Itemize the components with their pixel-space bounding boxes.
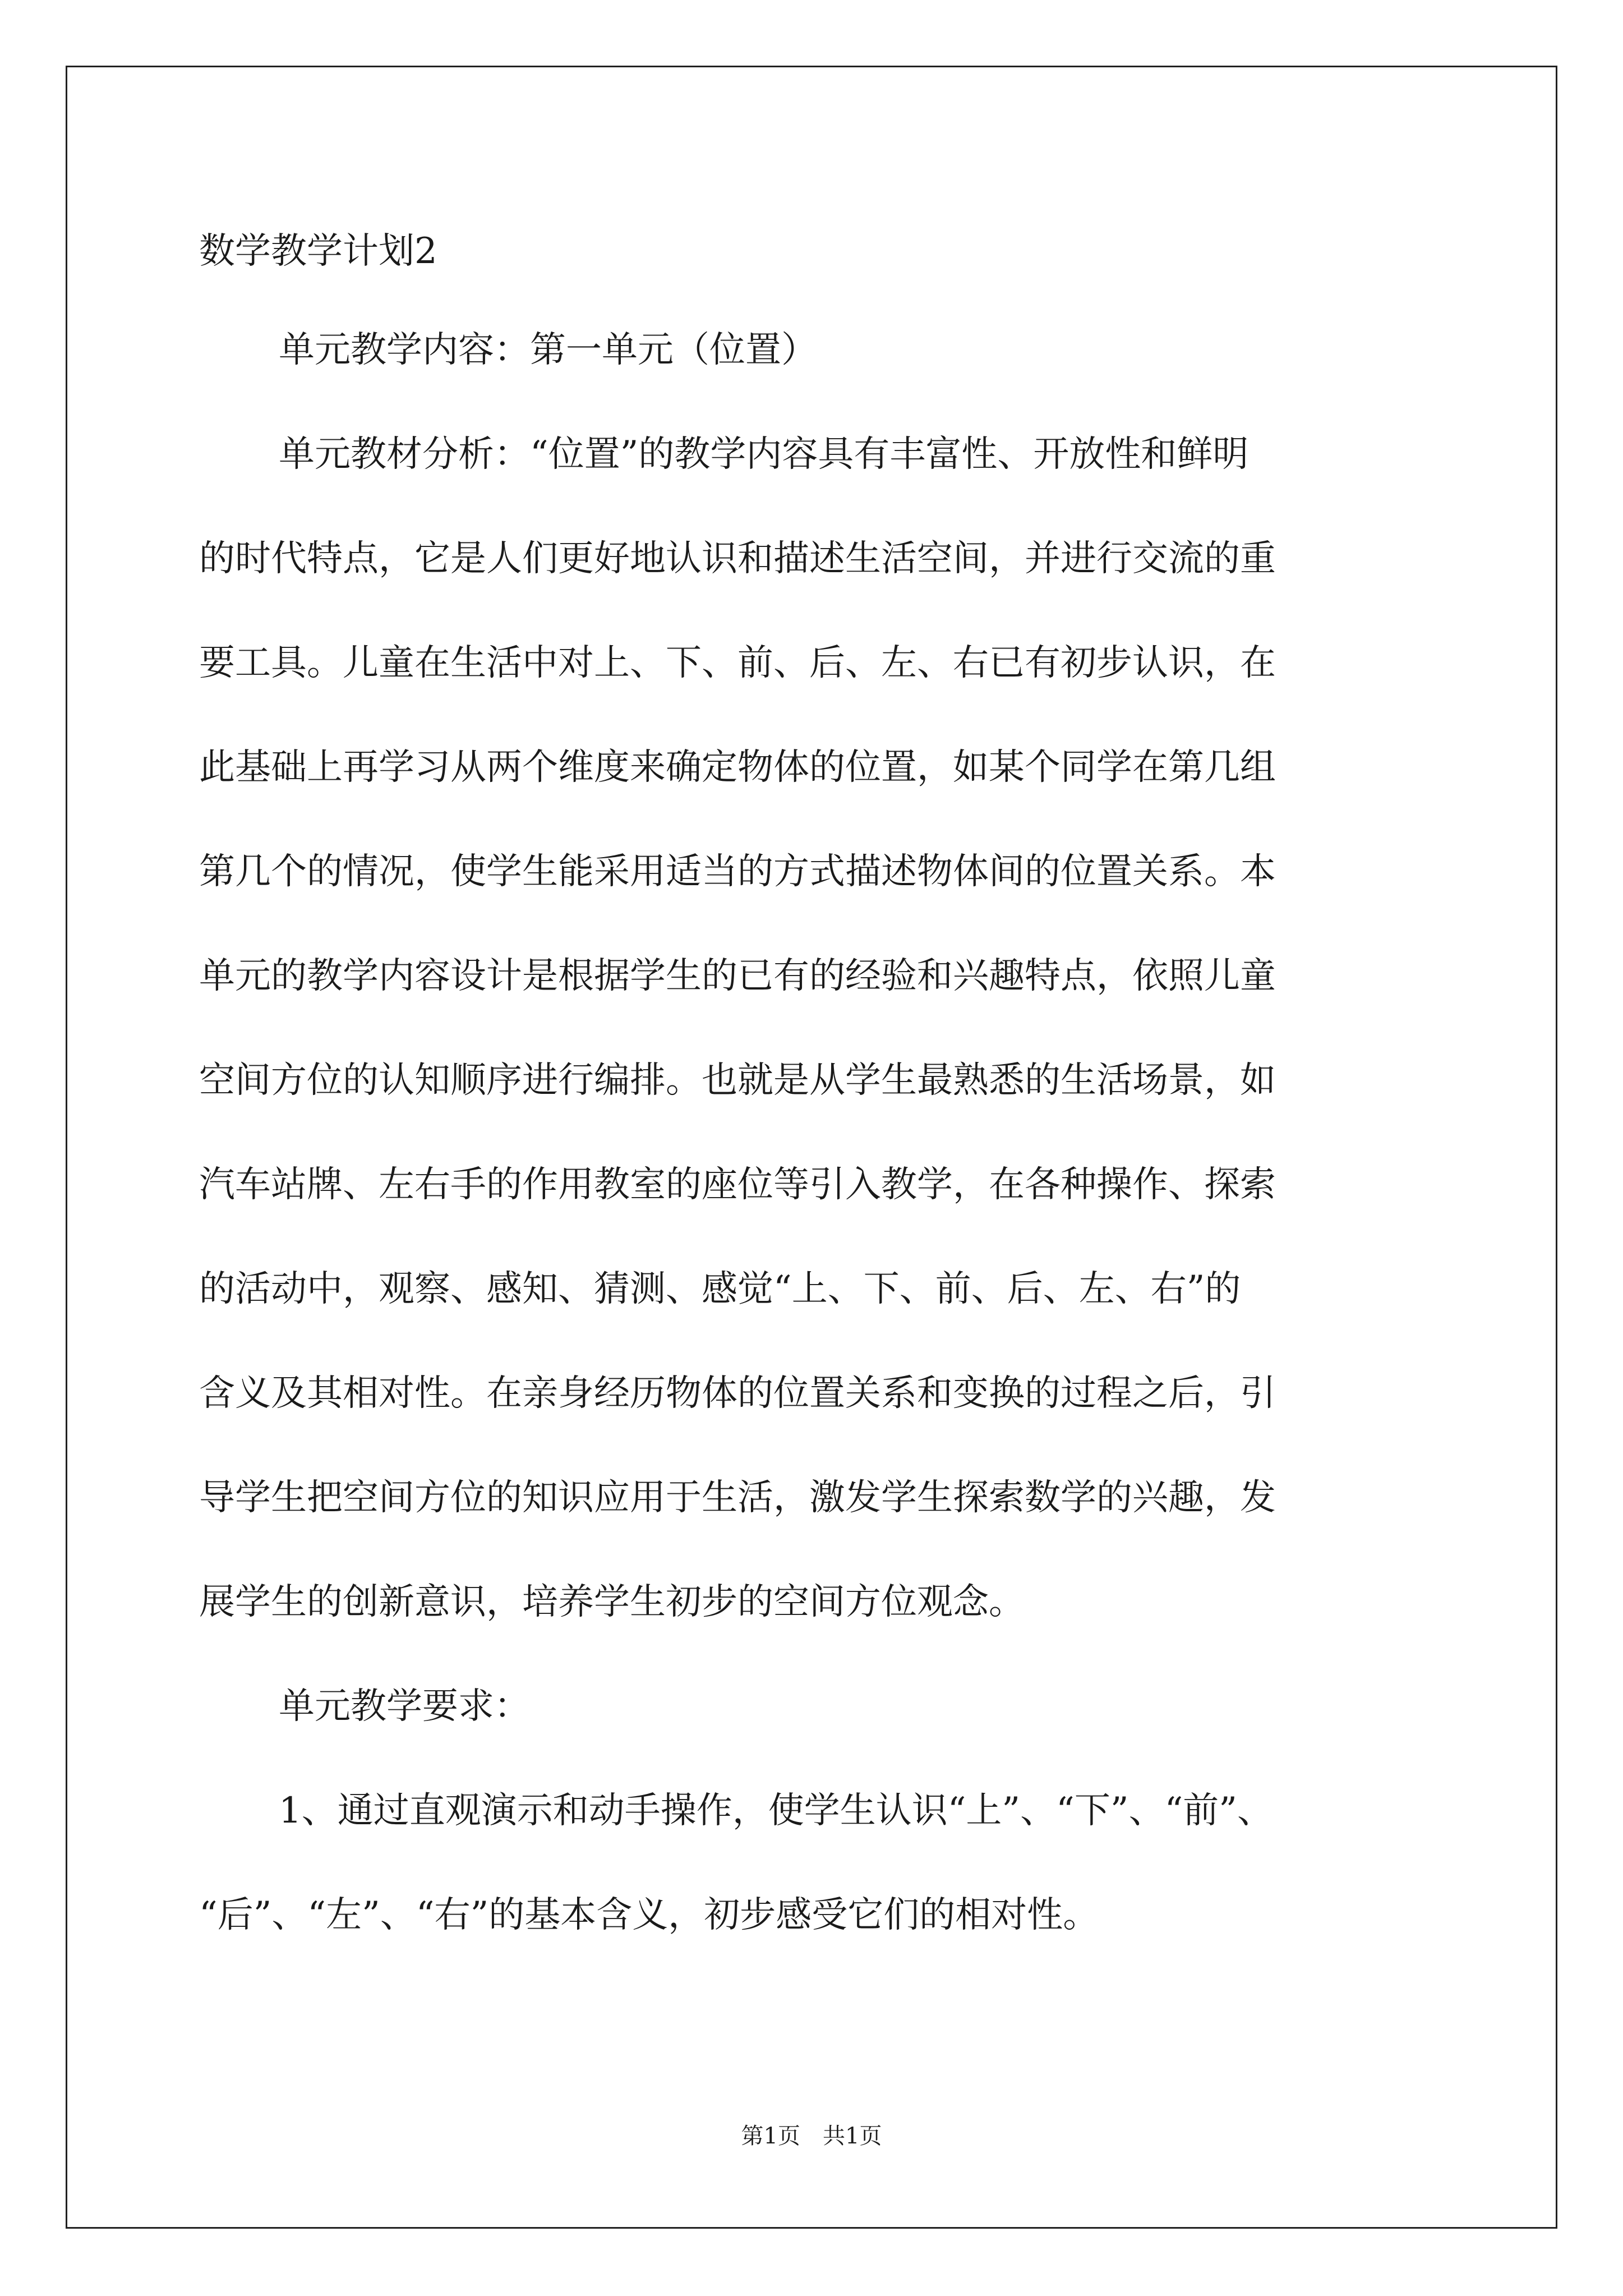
analysis-line-7: 空间方位的认知顺序进行编排。也就是从学生最熟悉的生活场景，如 <box>199 1060 1276 1101</box>
analysis-line-11: 导学生把空间方位的知识应用于生活，激发学生探索数学的兴趣，发 <box>199 1477 1276 1519</box>
analysis-line-2: 的时代特点，它是人们更好地认识和描述生活空间，并进行交流的重 <box>199 538 1276 579</box>
page-footer: 第1页 共1页 <box>741 2123 882 2149</box>
analysis-line-5: 第几个的情况，使学生能采用适当的方式描述物体间的位置关系。本 <box>199 851 1276 892</box>
analysis-line-8: 汽车站牌、左右手的作用教室的座位等引入教学，在各种操作、探索 <box>199 1164 1276 1205</box>
analysis-line-3: 要工具。儿童在生活中对上、下、前、后、左、右已有初步认识，在 <box>199 642 1276 684</box>
analysis-line-1: 单元教材分析：“位置”的教学内容具有丰富性、开放性和鲜明 <box>279 434 1249 475</box>
analysis-line-4: 此基础上再学习从两个维度来确定物体的位置，如某个同学在第几组 <box>199 747 1276 788</box>
requirements-heading: 单元教学要求： <box>279 1686 530 1727</box>
analysis-line-6: 单元的教学内容设计是根据学生的已有的经验和兴趣特点，依照儿童 <box>199 955 1276 997</box>
unit-content-line: 单元教学内容：第一单元（位置） <box>279 329 817 371</box>
document-title: 数学教学计划2 <box>199 231 437 272</box>
analysis-line-9: 的活动中，观察、感知、猜测、感觉“上、下、前、后、左、右”的 <box>199 1268 1241 1310</box>
analysis-line-12: 展学生的创新意识，培养学生初步的空间方位观念。 <box>199 1581 1025 1623</box>
requirement-1-line-1: 1、通过直观演示和动手操作，使学生认识“上”、“下”、“前”、 <box>279 1790 1274 1832</box>
analysis-line-10: 含义及其相对性。在亲身经历物体的位置关系和变换的过程之后，引 <box>199 1373 1276 1414</box>
requirement-1-line-2: “后”、“左”、“右”的基本含义，初步感受它们的相对性。 <box>199 1894 1099 1936</box>
